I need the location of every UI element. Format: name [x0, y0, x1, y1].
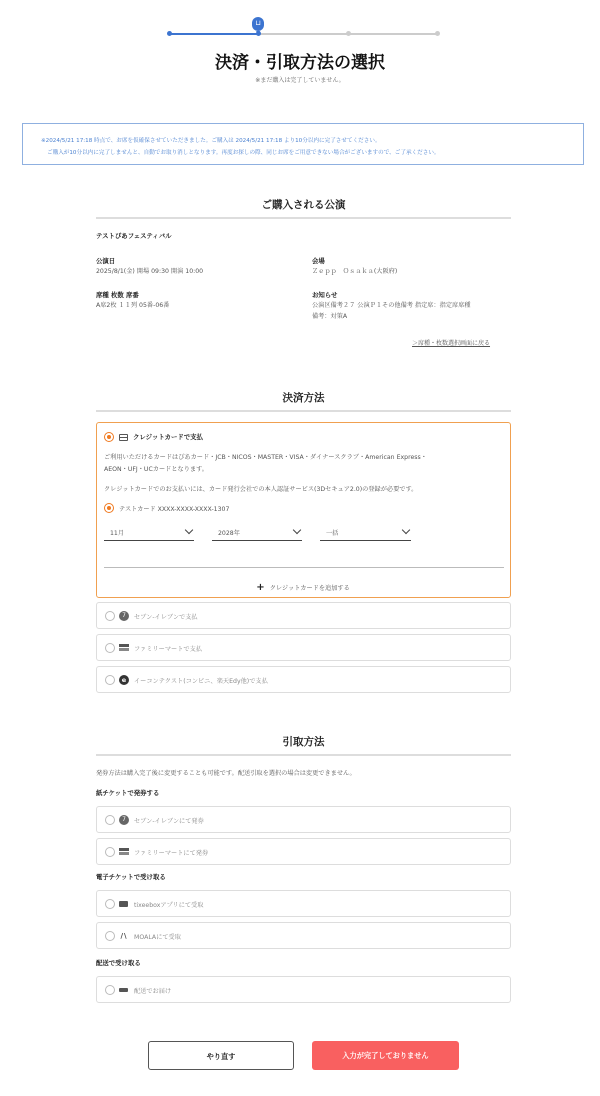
seven-eleven-icon: 7: [119, 815, 129, 825]
event-name: テストぴあフェスティバル: [96, 232, 172, 240]
pickup-radio[interactable]: [105, 815, 115, 825]
progress-stepper: [167, 22, 439, 42]
pickup-radio[interactable]: [105, 931, 115, 941]
page-title: 決済・引取方法の選択: [215, 53, 385, 73]
plus-icon: +: [256, 582, 265, 593]
section-title-pickup: 引取方法: [96, 734, 511, 756]
date-label: 公演日: [96, 257, 116, 265]
option-label: ファミリーマートにて発券: [134, 850, 209, 857]
submit-button[interactable]: 入力が完了しておりません: [312, 1041, 459, 1070]
pickup-option-seven-eleven[interactable]: [96, 806, 511, 833]
seat-value: A席2枚 １１列 05番-06番: [96, 302, 170, 309]
seven-eleven-icon: 7: [119, 611, 129, 621]
credit-card-option[interactable]: [96, 422, 511, 598]
expiry-year-select[interactable]: [212, 524, 302, 541]
option-label: セブン-イレブンで支払: [134, 614, 198, 621]
familymart-icon: [119, 643, 129, 653]
credit-card-radio[interactable]: [104, 432, 114, 442]
familymart-icon: [119, 847, 129, 857]
credit-card-label: クレジットカードで支払: [133, 433, 203, 441]
venue-value: Ｚｅｐｐ Ｏｓａｋａ(大阪府): [312, 268, 398, 275]
payment-option-seven-eleven[interactable]: [96, 602, 511, 629]
step-dot-3: [346, 31, 351, 36]
add-card-button[interactable]: [97, 575, 509, 594]
pickup-option-tixeebox[interactable]: [96, 890, 511, 917]
add-card-label: クレジットカードを追加する: [269, 585, 350, 592]
saved-card-radio[interactable]: [104, 503, 114, 513]
payment-radio[interactable]: [105, 643, 115, 653]
chevron-down-icon: [293, 526, 301, 534]
installment-value: 一括: [326, 530, 339, 537]
truck-icon: [119, 985, 129, 995]
paper-ticket-label: 紙チケットで発券する: [96, 789, 160, 797]
payment-option-econtext[interactable]: [96, 666, 511, 693]
pickup-radio[interactable]: [105, 985, 115, 995]
delivery-label: 配送で受け取る: [96, 959, 141, 967]
page-subtitle: ※まだ購入は完了していません。: [255, 77, 345, 84]
option-label: MOALAにて受取: [134, 934, 181, 941]
credit-desc-3: クレジットカードでのお支払いには、カード発行会社での本人認証サービス(3Dセキュア2.0)の登録が必要です。: [104, 486, 418, 493]
pickup-option-familymart[interactable]: [96, 838, 511, 865]
back-to-seat-selection-link[interactable]: ＞席種・枚数選択画面に戻る: [412, 340, 491, 347]
econtext-icon: e: [119, 675, 129, 685]
chevron-down-icon: [185, 526, 193, 534]
stepper-line-done: [169, 33, 259, 35]
option-label: tixeeboxアプリにて受取: [134, 902, 204, 909]
reservation-notice: [22, 123, 584, 165]
info-line-2: 備考：対策A: [312, 313, 348, 320]
credit-desc-1: ご利用いただけるカードはぴあカード・JCB・NICOS・MASTER・VISA・ダイナースクラブ・American Express・: [104, 454, 427, 461]
installment-select[interactable]: [320, 524, 411, 541]
chevron-down-icon: [402, 526, 410, 534]
notice-line-2: ご購入が10分以内に完了しませんと、自動でお取り消しとなります。再度お探しの際、同じお席をご用意できない場合がございますので、ご了承ください。: [47, 150, 440, 156]
pickup-radio[interactable]: [105, 847, 115, 857]
payment-radio[interactable]: [105, 675, 115, 685]
venue-label: 会場: [312, 257, 325, 265]
cart-icon: ⊔: [252, 17, 264, 31]
reset-button[interactable]: やり直す: [148, 1041, 294, 1070]
tixeebox-icon: [119, 899, 129, 909]
payment-radio[interactable]: [105, 611, 115, 621]
pickup-option-delivery[interactable]: [96, 976, 511, 1003]
step-dot-4: [435, 31, 440, 36]
payment-option-familymart[interactable]: [96, 634, 511, 661]
section-title-performance: ご購入される公演: [96, 197, 511, 219]
option-label: セブン-イレブンにて発券: [134, 818, 204, 825]
pickup-radio[interactable]: [105, 899, 115, 909]
info-line-1: 公演区備考２７ 公演Ｐ１その他備考 指定席：指定席席種: [312, 302, 471, 309]
expiry-month-value: 11月: [110, 530, 125, 537]
moala-icon: /\: [120, 932, 128, 940]
electronic-ticket-label: 電子チケットで受け取る: [96, 873, 166, 881]
pickup-note: 発券方法は購入完了後に変更することも可能です。配送引取を選択の場合は変更できません。: [96, 770, 356, 777]
saved-card-label: テストカード XXXX-XXXX-XXXX-1307: [119, 506, 230, 513]
option-label: 配送でお届け: [134, 988, 172, 995]
notice-line-1: ※2024/5/21 17:18 時点で、お席を仮確保させていただきました。ご購入は 2024/5/21 17:18 より10分以内に完了させてください。: [41, 138, 381, 144]
option-label: ファミリーマートで支払: [134, 646, 202, 653]
credit-desc-2: AEON・UFJ・UCカードとなります。: [104, 466, 208, 473]
option-label: イーコンテクスト(コンビニ、楽天Edy他)で支払: [134, 678, 268, 685]
step-dot-1: [167, 31, 172, 36]
divider: [104, 567, 504, 568]
expiry-year-value: 2028年: [218, 530, 240, 537]
seat-label: 席種 枚数 席番: [96, 291, 139, 299]
section-title-payment: 決済方法: [96, 390, 511, 412]
expiry-month-select[interactable]: [104, 524, 194, 541]
credit-card-icon: [119, 434, 128, 441]
pickup-option-moala[interactable]: [96, 922, 511, 949]
info-label: お知らせ: [312, 291, 338, 299]
date-value: 2025/8/1(金) 開場 09:30 開演 10:00: [96, 268, 204, 275]
